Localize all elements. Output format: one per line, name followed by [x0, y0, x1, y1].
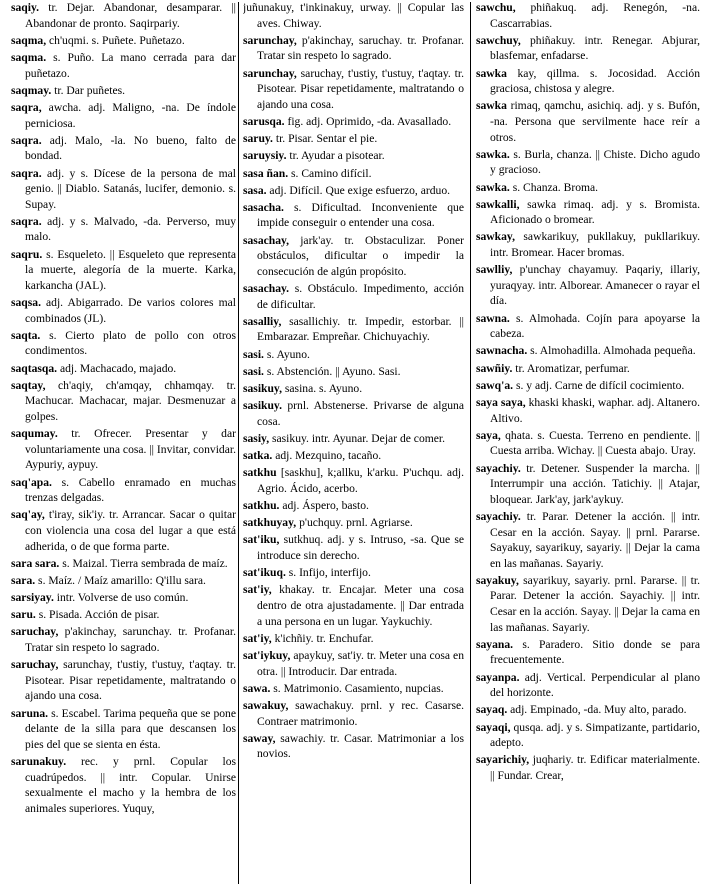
entry-definition: adj. Difícil. Que exige esfuerzo, arduo. — [266, 183, 451, 197]
dictionary-entry — [476, 509, 700, 571]
dictionary-entry — [476, 395, 700, 426]
dictionary-entry — [243, 631, 464, 647]
entry-headword: sat'iy, — [243, 583, 272, 597]
entry-definition: ch'aqiy, ch'amqay, chhamqay. tr. Machucar. Machacar, majar. Desmenuzar a golpes. — [25, 378, 236, 423]
dictionary-entry — [11, 166, 236, 213]
entry-headword: saruysiy. — [243, 149, 287, 163]
entry-headword: saqra. — [11, 166, 42, 180]
entry-definition: rimaq, qamchu, asichiq. adj. y s. Bufón, -na. Persona que servilmente hace reír a otros. — [490, 99, 700, 144]
dictionary-entry — [243, 183, 464, 199]
entry-headword: saruchay, — [11, 625, 59, 639]
dictionary-entry — [11, 607, 236, 623]
dictionary-entry — [11, 33, 236, 49]
dictionary-entry — [11, 133, 236, 164]
entry-headword: sayana. — [476, 637, 514, 651]
entry-headword: sayaq. — [476, 703, 508, 717]
dictionary-entry — [476, 361, 700, 377]
dictionary-entry — [243, 131, 464, 147]
entry-definition: s. Ayuno. — [263, 347, 310, 361]
entry-headword: saya saya, — [476, 395, 526, 409]
dictionary-entry — [11, 556, 236, 572]
entry-headword: saqru. — [11, 247, 43, 261]
dictionary-entry — [11, 706, 236, 753]
entry-headword: saqra. — [11, 133, 42, 147]
entry-definition: phiñakuq. adj. Renegón, -na. Cascarrabias. — [490, 1, 700, 30]
entry-definition: k'ichñiy. tr. Enchufar. — [271, 631, 374, 645]
entry-definition: tr. Ofrecer. Presentar y dar voluntariamente una cosa. || Invitar, convidar. Aypuriy, aypuy. — [25, 427, 236, 472]
entry-headword: saqma. — [11, 50, 47, 64]
dictionary-entry — [243, 33, 464, 64]
dictionary-entry — [243, 66, 464, 113]
entry-definition: qhata. s. Cuesta. Terreno en pendiente. || Cuesta arriba. Wichay. || Cuesta abajo. Uray. — [490, 428, 700, 458]
dictionary-entry — [476, 343, 700, 359]
entry-definition: sawka rimaq. adj. y s. Bromista. Aficionado o bromear. — [490, 197, 700, 227]
dictionary-entry — [243, 532, 464, 563]
entry-headword: saqtay, — [11, 378, 46, 392]
entry-definition: ch'uqmi. s. Puñete. Puñetazo. — [46, 33, 185, 47]
entry-headword: sarunchay, — [243, 33, 297, 47]
dictionary-entry — [243, 364, 464, 380]
entry-headword: sasalliy, — [243, 314, 282, 328]
entry-headword: sasachay. — [243, 282, 290, 296]
entry-headword: sat'iy, — [243, 631, 272, 645]
dictionary-entry — [11, 83, 236, 99]
dictionary-entry — [243, 281, 464, 312]
entry-definition: p'uchquy. prnl. Agriarse. — [296, 516, 413, 530]
dictionary-entry — [476, 720, 700, 751]
entry-headword: saqra. — [11, 214, 42, 228]
entry-headword: saruchay, — [11, 658, 59, 672]
entry-headword: sasikuy, — [243, 381, 282, 395]
dictionary-entry — [243, 698, 464, 729]
entry-definition: tr. Dejar. Abandonar, desamparar. || Abandonar de pronto. Saqirpariy. — [25, 1, 236, 30]
entry-headword: sarunakuy. — [11, 754, 67, 768]
dictionary-entry — [243, 381, 464, 397]
entry-definition: tr. Aromatizar, perfumar. — [512, 361, 630, 375]
entry-definition: saruchay, t'ustiy, t'ustuy, t'aqtay. tr. Pisotear. Pisar repetidamente, maltratando o ajando una cosa. — [257, 66, 464, 111]
dictionary-entry — [11, 475, 236, 506]
dictionary-entry — [243, 648, 464, 679]
entry-definition: sasina. s. Ayuno. — [282, 381, 363, 395]
entry-definition: s. Almohada. Cojín para apoyarse la cabeza. — [490, 311, 700, 341]
entry-definition: p'akinchay, sarunchay. tr. Profanar. Tratar sin respeto lo sagrado. — [25, 625, 236, 655]
entry-headword: sasiy, — [243, 431, 270, 445]
dictionary-entry — [243, 681, 464, 697]
entry-headword: sara. — [11, 573, 36, 587]
entry-headword: sawq'a. — [476, 378, 514, 392]
entry-headword: saway, — [243, 731, 276, 745]
entry-headword: saruy. — [243, 132, 273, 146]
dictionary-entry — [476, 378, 700, 394]
dictionary-entry — [476, 428, 700, 459]
entry-headword: sawka — [476, 66, 507, 80]
entry-definition: sutkhuq. adj. y s. Intruso, -sa. Que se introduce sin derecho. — [257, 533, 464, 563]
entry-headword: saqta. — [11, 328, 41, 342]
dictionary-entry — [476, 66, 700, 97]
entry-definition: juñunakuy, t'inkinakuy, urway. || Copular las aves. Chiway. — [243, 1, 464, 30]
entry-definition: adj. Malo, -la. No bueno, falto de bondad. — [25, 133, 236, 163]
entry-definition: p'akinchay, saruchay. tr. Profanar. Tratar sin respeto lo sagrado. — [257, 33, 464, 63]
entry-headword: sara sara. — [11, 556, 60, 570]
entry-definition: s. Camino difícil. — [288, 166, 372, 180]
entry-headword: sasacha. — [243, 200, 284, 214]
dictionary-entry — [11, 573, 236, 589]
entry-headword: sawchu, — [476, 1, 516, 14]
entry-definition: s. Chanza. Broma. — [509, 180, 599, 194]
entry-definition: apaykuy, sat'iy. tr. Meter una cosa en otra. || Introducir. Dar entrada. — [257, 649, 464, 678]
entry-headword: sat'iykuy, — [243, 649, 291, 662]
dictionary-entry — [243, 0, 464, 31]
dictionary-entry — [11, 100, 236, 131]
entry-headword: sayakuy, — [476, 573, 519, 587]
column-1 — [11, 0, 236, 888]
dictionary-entry — [11, 0, 236, 31]
column-3 — [476, 0, 700, 888]
dictionary-entry — [243, 731, 464, 762]
entry-headword: sayaqi, — [476, 720, 511, 734]
entry-headword: saruna. — [11, 706, 49, 720]
entry-headword: sawa. — [243, 681, 271, 695]
entry-headword: sasi. — [243, 364, 264, 378]
entry-definition: sawachakuy. prnl. y rec. Casarse. Contraer matrimonio. — [257, 698, 464, 728]
entry-definition: kay, qillma. s. Jocosidad. Acción graciosa, chistosa y alegre. — [490, 66, 700, 96]
dictionary-entry — [476, 180, 700, 196]
entry-headword: saqra, — [11, 100, 42, 114]
dictionary-entry — [476, 637, 700, 668]
entry-headword: sat'ikuq. — [243, 566, 286, 580]
dictionary-entry — [11, 624, 236, 655]
entry-definition: adj. Empinado, -da. Muy alto, parado. — [507, 703, 687, 717]
entry-definition: khaski khaski, waphar. adj. Altanero. Altivo. — [490, 395, 700, 425]
entry-headword: sarunchay, — [243, 66, 297, 80]
entry-headword: sawchuy, — [476, 33, 521, 47]
dictionary-entry — [243, 398, 464, 429]
entry-definition: prnl. Abstenerse. Privarse de alguna cosa. — [257, 399, 464, 428]
dictionary-entry — [243, 148, 464, 164]
entry-definition: khakay. tr. Encajar. Meter una cosa dentro de otra ajustadamente. || Dar entrada a una persona en un lugar. Yaykuchiy. — [257, 583, 464, 628]
entry-headword: saqsa. — [11, 296, 41, 310]
entry-definition: p'unchay chayamuy. Paqariy, illariy, yuraqyay. intr. Alborear. Amanecer o rayar el día. — [490, 263, 700, 308]
entry-definition: tr. Pisar. Sentar el pie. — [272, 132, 378, 146]
entry-definition: awcha. adj. Maligno, -na. De índole perniciosa. — [25, 100, 236, 130]
entry-definition: [saskhu], k;allku, k'arku. P'uchqu. adj. Agrio. Ácido, acerbo. — [257, 466, 464, 495]
entry-definition: s. Obstáculo. Impedimento, acción de dificultar. — [257, 282, 464, 311]
entry-definition: adj. Áspero, basto. — [279, 499, 369, 513]
entry-definition: tr. Detener. Suspender la marcha. || Interrumpir una acción. Tatichiy. || Atajar, bloquear. Jark'ay, jark'aykuy. — [490, 461, 700, 506]
entry-definition: qusqa. adj. y s. Simpatizante, partidario, adepto. — [490, 720, 700, 750]
entry-headword: sasa ñan. — [243, 166, 289, 180]
dictionary-entry — [11, 657, 236, 704]
entry-headword: satka. — [243, 449, 273, 463]
entry-definition: tr. Dar puñetes. — [51, 83, 126, 97]
dictionary-entry — [476, 670, 700, 701]
entry-headword: sawka. — [476, 147, 510, 161]
entry-headword: sasa. — [243, 183, 267, 197]
entry-headword: sat'iku, — [243, 533, 280, 547]
entry-headword: sawka. — [476, 180, 510, 194]
entry-headword: sayarichiy, — [476, 753, 530, 767]
entry-definition: s. Pisada. Acción de pisar. — [35, 608, 160, 622]
dictionary-entry — [476, 147, 700, 178]
entry-definition: adj. Machacado, majado. — [57, 361, 177, 375]
entry-headword: sawna. — [476, 311, 510, 325]
entry-definition: s. Dificultad. Inconveniente que impide conseguir o entender una cosa. — [257, 200, 464, 230]
entry-headword: saya, — [476, 428, 501, 442]
dictionary-entry — [11, 50, 236, 81]
dictionary-entry — [243, 498, 464, 514]
dictionary-entry — [476, 197, 700, 228]
entry-definition: tr. Parar. Detener la acción. || intr. Cesar en la acción. Sayay. || prnl. Pararse. Sayakuy, sayarikuy, sayariy. || Dejar la cama en las mañanas. Sayariy. — [490, 509, 700, 570]
dictionary-entry — [243, 515, 464, 531]
dictionary-entry — [476, 229, 700, 260]
entry-headword: saqtasqa. — [11, 361, 58, 375]
dictionary-entry — [243, 233, 464, 280]
entry-definition: s. Escabel. Tarima pequeña que se pone delante de la silla para que descansen los pies del que se sienta en ésta. — [25, 706, 236, 751]
entry-headword: sawkalli, — [476, 197, 520, 211]
dictionary-entry — [243, 448, 464, 464]
entry-headword: saq'ay, — [11, 508, 45, 522]
dictionary-entry — [11, 507, 236, 554]
dictionary-entry — [11, 247, 236, 294]
entry-definition: adj. y s. Malvado, -da. Perverso, muy malo. — [25, 214, 236, 244]
dictionary-entry — [11, 328, 236, 359]
entry-definition: sayarikuy, sayariy. prnl. Pararse. || tr. Parar. Detener la acción. Sayachiy. || intr. Cesar en la acción. Sayay. || Dejar la cama en las mañanas. Sayariy. — [490, 573, 700, 634]
entry-definition: fig. adj. Oprimido, -da. Avasallado. — [284, 114, 452, 128]
entry-definition: s. Almohadilla. Almohada pequeña. — [527, 344, 696, 358]
entry-definition: adj. Mezquino, tacaño. — [272, 449, 382, 463]
entry-headword: satkhu. — [243, 499, 280, 513]
entry-definition: adj. y s. Dícese de la persona de mal genio. || Diablo. Satanás, lucifer, demonio. s. Supay. — [25, 166, 236, 211]
dictionary-entry — [11, 361, 236, 377]
entry-definition: s. Maizal. Tierra sembrada de maíz. — [59, 556, 228, 570]
entry-headword: sawñiy. — [476, 361, 513, 375]
entry-definition: adj. Abigarrado. De varios colores mal combinados (JL). — [25, 296, 236, 325]
dictionary-entry — [243, 347, 464, 363]
entry-headword: sarusqa. — [243, 114, 285, 128]
entry-headword: sayanpa. — [476, 670, 520, 684]
dictionary-entry — [476, 311, 700, 342]
dictionary-entry — [243, 465, 464, 496]
entry-definition: s. Maíz. / Maíz amarillo: Q'illu sara. — [35, 573, 206, 587]
column-2 — [243, 0, 464, 888]
dictionary-entry — [11, 590, 236, 606]
entry-definition: s. Cabello enramado en muchas trenzas delgadas. — [25, 475, 236, 505]
dictionary-entry — [476, 98, 700, 145]
entry-headword: sayachiy. — [476, 461, 521, 475]
entry-definition: s. Cierto plato de pollo con otros condimentos. — [25, 328, 236, 358]
entry-definition: sarunchay, t'ustiy, t'ustuy, t'aqtay. tr. Pisotear. Pisar repetidamente, maltratando o ajando una cosa. — [25, 658, 236, 703]
entry-definition: sawachiy. tr. Casar. Matrimoniar a los novios. — [257, 731, 464, 761]
entry-headword: sawka — [476, 99, 507, 113]
entry-headword: saqumay. — [11, 427, 58, 441]
entry-headword: saq'apa. — [11, 475, 52, 489]
entry-definition: s. Esqueleto. || Esqueleto que representa la muerte, alegoría de la muerte. Karka, karkancha (JAL). — [25, 247, 236, 292]
entry-definition: sasallichiy. tr. Impedir, estorbar. || Embarazar. Empreñar. Chichuyachiy. — [257, 314, 464, 344]
dictionary-entry — [243, 582, 464, 629]
entry-definition: intr. Volverse de uso común. — [53, 591, 189, 605]
dictionary-entry — [476, 573, 700, 635]
dictionary-entry — [11, 378, 236, 425]
entry-headword: sasikuy. — [243, 399, 282, 413]
entry-headword: sarsiyay. — [11, 591, 54, 605]
entry-definition: s. Paradero. Sitio donde se para frecuentemente. — [490, 637, 700, 667]
column-divider — [238, 2, 239, 884]
dictionary-entry — [476, 702, 700, 718]
column-divider — [470, 2, 471, 884]
dictionary-entry — [243, 114, 464, 130]
entry-headword: sawkay, — [476, 230, 515, 244]
dictionary-entry — [476, 461, 700, 508]
dictionary-entry — [11, 754, 236, 816]
entry-definition: rec. y prnl. Copular los cuadrúpedos. || intr. Copular. Unirse sexualmente el macho y la hembra de los animales superiores. Yuquy, — [25, 754, 236, 815]
dictionary-entry — [11, 214, 236, 245]
entry-definition: s. Infijo, interfijo. — [285, 566, 371, 580]
entry-definition: sasikuy. intr. Ayunar. Dejar de comer. — [269, 431, 446, 445]
entry-definition: sawkarikuy, pukllakuy, pukllarikuy. intr. Bromear. Hacer bromas. — [490, 230, 700, 260]
entry-headword: sawakuy, — [243, 698, 289, 712]
entry-definition: tr. Ayudar a pisotear. — [286, 149, 385, 163]
dictionary-entry — [243, 565, 464, 581]
entry-definition: s. Burla, chanza. || Chiste. Dicho agudo y gracioso. — [490, 147, 700, 177]
entry-headword: sasachay, — [243, 233, 290, 247]
dictionary-entry — [476, 752, 700, 783]
dictionary-entry — [11, 426, 236, 473]
entry-definition: s. Puño. La mano cerrada para dar puñetazo. — [25, 50, 236, 80]
entry-headword: saqma, — [11, 33, 47, 47]
entry-headword: sawnacha. — [476, 344, 528, 358]
dictionary-entry — [476, 0, 700, 31]
entry-definition: s. Matrimonio. Casamiento, nupcias. — [270, 681, 444, 695]
entry-headword: saru. — [11, 608, 36, 622]
entry-definition: t'iray, sik'iy. tr. Arrancar. Sacar o quitar con violencia una cosa del lugar a que está adherida, o de que forma parte. — [25, 508, 236, 553]
entry-definition: phiñakuy. intr. Renegar. Abjurar, blasfemar, enfadarse. — [490, 33, 700, 63]
entry-headword: sasi. — [243, 347, 264, 361]
entry-headword: sawlliy, — [476, 263, 513, 277]
dictionary-entry — [243, 200, 464, 231]
entry-definition: jark'ay. tr. Obstaculizar. Poner obstáculos, dificultar o impedir la consecución de algún propósito. — [257, 233, 464, 278]
entry-headword: saqiy. — [11, 1, 40, 14]
dictionary-entry — [476, 262, 700, 309]
entry-headword: saqmay. — [11, 83, 52, 97]
dictionary-entry — [476, 33, 700, 64]
dictionary-entry — [11, 295, 236, 326]
entry-headword: sayachiy. — [476, 509, 521, 523]
dictionary-entry — [243, 314, 464, 345]
dictionary-entry — [243, 166, 464, 182]
entry-headword: satkhuyay, — [243, 516, 297, 530]
entry-definition: adj. Vertical. Perpendicular al plano del horizonte. — [490, 670, 700, 700]
dictionary-entry — [243, 431, 464, 447]
entry-definition: s. Abstención. || Ayuno. Sasi. — [263, 364, 401, 378]
entry-definition: juqhariy. tr. Edificar materialmente. || Fundar. Crear, — [490, 753, 700, 782]
entry-headword: satkhu — [243, 466, 277, 480]
entry-definition: s. y adj. Carne de difícil cocimiento. — [513, 378, 685, 392]
